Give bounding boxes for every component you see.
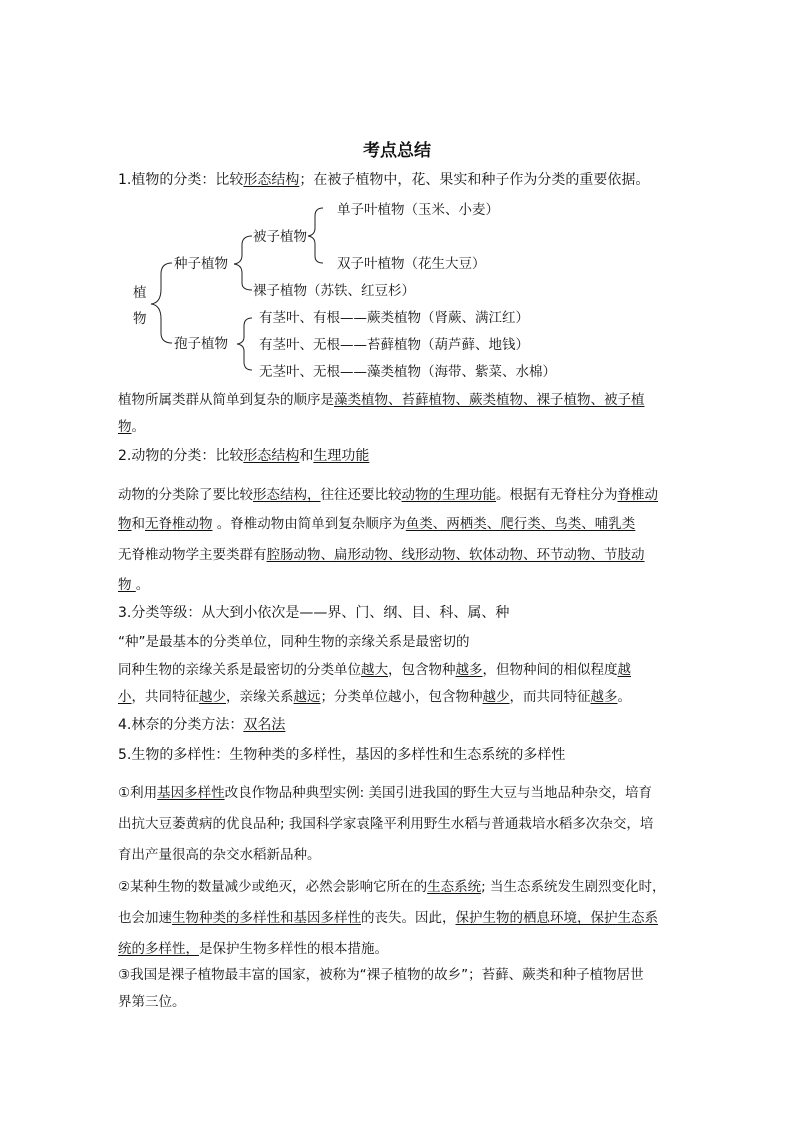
diversity-point-1-line-1: ①利用基因多样性改良作物品种典型实例: 美国引进我国的野生大豆与当地品种杂交，培育 (118, 785, 652, 801)
diversity-point-2-line-2: 也会加速生物种类的多样性和基因多样性的丧失。因此，保护生物的栖息环境，保护生态系 (118, 910, 658, 926)
animal-paragraph-line-4: 物 。 (118, 577, 150, 593)
diversity-point-1-line-2: 出抗大豆萎黄病的优良品种; 我国科学家袁隆平利用野生水稻与普通栽培水稻多次杂交，培 (118, 816, 654, 832)
rank-paragraph-line-3: 小，共同特征越少，亲缘关系越远；分类单位越小，包含物种越少，而共同特征越多。 (118, 689, 631, 705)
page-title: 考点总结 (363, 141, 431, 161)
animal-paragraph-line-1: 动物的分类除了要比较形态结构，往往还要比较动物的生理功能。根据有无脊柱分为脊椎动 (118, 487, 658, 503)
section-3-heading: 3.分类等级：从大到小依次是——界、门、纲、目、科、属、种 (118, 605, 510, 621)
section-5-heading: 5.生物的多样性：生物种类的多样性，基因的多样性和生态系统的多样性 (118, 747, 566, 763)
tree-node-dicots: 双子叶植物（花生大豆） (337, 256, 486, 272)
diversity-point-2-line-3: 统的多样性，是保护生物多样性的根本措施。 (118, 941, 388, 957)
rank-paragraph-line-2: 同种生物的亲缘关系是最密切的分类单位越大，包含物种越多，但物种间的相似程度越 (118, 662, 631, 678)
section-2-heading: 2.动物的分类：比较形态结构和生理功能 (118, 448, 370, 464)
animal-paragraph-line-2: 物和无脊椎动物 。脊椎动物由简单到复杂顺序为鱼类、两栖类、爬行类、鸟类、哺乳类 (118, 516, 636, 532)
tree-node-spore-plants: 孢子植物 (174, 336, 228, 352)
tree-node-ferns: 有茎叶、有根——蕨类植物（肾蕨、满江红） (259, 310, 529, 326)
diversity-point-1-line-3: 育出产量很高的杂交水稻新品种。 (118, 847, 321, 863)
animal-paragraph-line-3: 无脊椎动物学主要类群有腔肠动物、扁形动物、线形动物、软体动物、环节动物、节肢动 (118, 547, 645, 563)
tree-node-mosses: 有茎叶、无根——苔藓植物（葫芦藓、地钱） (259, 337, 529, 353)
tree-node-monocots: 单子叶植物（玉米、小麦） (337, 202, 499, 218)
tree-node-gymnosperms: 裸子植物（苏铁、红豆杉） (253, 283, 415, 299)
tree-root-plant-char2: 物 (133, 311, 147, 327)
plant-order-line-2: 物。 (118, 419, 145, 435)
plant-order-line-1: 植物所属类群从简单到复杂的顺序是藻类植物、苔藓植物、蕨类植物、裸子植物、被子植 (118, 392, 645, 408)
rank-paragraph-line-1: “种”是最基本的分类单位，同种生物的亲缘关系是最密切的 (118, 634, 470, 650)
tree-node-seed-plants: 种子植物 (174, 256, 228, 272)
section-1-heading: 1.植物的分类：比较形态结构；在被子植物中，花、果实和种子作为分类的重要依据。 (118, 172, 650, 188)
tree-node-algae: 无茎叶、无根——藻类植物（海带、紫菜、水棉） (259, 364, 556, 380)
diversity-point-3-line-1: ③我国是裸子植物最丰富的国家，被称为“裸子植物的故乡”；苔藓、蕨类和种子植物居世 (118, 967, 644, 983)
diversity-point-2-line-1: ②某种生物的数量减少或绝灭，必然会影响它所在的生态系统; 当生态系统发生剧烈变化时， (118, 879, 666, 895)
tree-root-plant-char1: 植 (133, 285, 147, 301)
section-4-heading: 4.林奈的分类方法：双名法 (118, 717, 286, 733)
tree-node-angiosperms: 被子植物 (253, 229, 307, 245)
diversity-point-3-line-2: 界第三位。 (118, 994, 186, 1010)
